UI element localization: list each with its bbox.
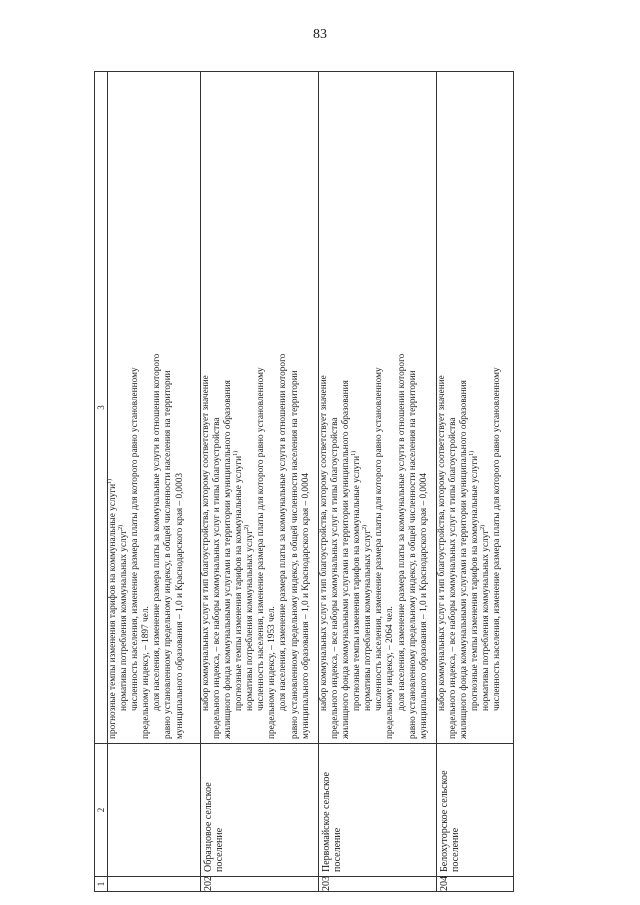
row-number: 203: [318, 877, 436, 892]
row-number: 204: [436, 877, 513, 892]
description-line: прогнозные темпы изменения тарифов на коммунальные услуги$^{1)}$: [351, 450, 363, 711]
settlement-name: [108, 744, 201, 877]
row-number: [108, 877, 201, 892]
description-line: нормативы потребления коммунальных услуг$^{2)}$: [118, 524, 130, 711]
description-line: прогнозные темпы изменения тарифов на коммунальные услуги$^{1)}$: [106, 478, 118, 739]
footnote-mark: 2): [118, 524, 124, 530]
page-number: 83: [313, 27, 327, 42]
description-line: муниципального образования – 1,0 и Краснодарского края – 0,0004: [418, 472, 429, 739]
index-description: [108, 72, 201, 744]
tariff-index-table: [94, 71, 514, 892]
description-line: прогнозные темпы изменения тарифов на коммунальные услуги$^{1)}$: [233, 450, 245, 711]
footnote-mark: 2): [362, 524, 369, 530]
settlement-name: Образцовое сельское поселение: [200, 744, 318, 877]
table-row: [108, 72, 201, 892]
footnote-mark: 1): [233, 450, 240, 456]
description-line: набор коммунальных услуг и тип благоустройства, которому соответствует значение: [436, 375, 447, 711]
footnote-mark: 2): [244, 524, 251, 530]
description-line: жилищного фонда коммунальными услугами на территории муниципального образования: [223, 380, 234, 739]
footnote-mark: 1): [469, 450, 476, 456]
settlement-name: Белохуторское сельское поселение: [436, 744, 513, 877]
table-row: [318, 72, 436, 892]
description-line: жилищного фонда коммунальными услугами на территории муниципального образования: [341, 380, 352, 739]
index-description: [200, 72, 318, 744]
table-row: [200, 72, 318, 892]
description-line: муниципального образования – 1,0 и Краснодарского края – 0,0004: [300, 472, 311, 739]
table-row: [436, 72, 513, 892]
description-line: предельного индекса, – все наборы коммунальных услуг и типы благоустройства: [330, 417, 340, 739]
description-line: доля населения, изменение размера платы за коммунальные услуги в отношении которого: [396, 353, 407, 711]
row-number: 202: [200, 877, 318, 892]
description-line: предельному индексу, – 2064 чел.: [385, 606, 396, 739]
description-line: нормативы потребления коммунальных услуг$^{2)}$: [362, 524, 374, 711]
index-description: [318, 72, 436, 744]
description-line: численность населения, изменение размера платы для которого равно установленному: [492, 367, 503, 711]
description-line: численность населения, изменение размера платы для которого равно установленному: [130, 367, 141, 711]
description-line: доля населения, изменение размера платы за коммунальные услуги в отношении которого: [152, 353, 163, 711]
description-line: прогнозные темпы изменения тарифов на коммунальные услуги$^{1)}$: [469, 450, 481, 711]
footnote-mark: 2): [480, 524, 487, 530]
description-line: равно установленному предельному индексу, в общей численности населения на территории: [289, 370, 300, 739]
index-description: [436, 72, 513, 744]
rotated-table-container: [94, 72, 514, 892]
description-line: численность населения, изменение размера платы для которого равно установленному: [256, 367, 267, 711]
footnote-mark: 1): [351, 450, 358, 456]
footnote-mark: 1): [106, 478, 113, 484]
description-line: жилищного фонда коммунальными услугами на территории муниципального образования: [459, 380, 470, 739]
description-line: численность населения, изменение размера платы для которого равно установленному: [374, 367, 385, 711]
description-line: набор коммунальных услуг и тип благоустройства, которому соответствует значение: [200, 375, 211, 711]
description-line: предельного индекса, – все наборы коммунальных услуг и типы благоустройства: [448, 417, 459, 739]
header-col-2: 2: [95, 744, 108, 877]
description-line: равно установленному предельному индексу, в общей численности населения на территории: [163, 370, 174, 739]
description-line: нормативы потребления коммунальных услуг$^{2)}$: [244, 524, 256, 711]
description-line: нормативы потребления коммунальных услуг$^{2)}$: [480, 524, 492, 711]
header-col-3: 3: [95, 72, 108, 744]
description-line: муниципального образования – 1,0 и Краснодарского края – 0,0003: [174, 472, 185, 739]
header-col-1: 1: [95, 877, 108, 892]
description-line: предельному индексу, – 1953 чел.: [267, 606, 278, 739]
description-line: равно установленному предельному индексу, в общей численности населения на территории: [407, 370, 418, 739]
description-line: доля населения, изменение размера платы за коммунальные услуги в отношении которого: [278, 353, 289, 711]
description-line: предельному индексу, – 1897 чел.: [141, 606, 152, 739]
settlement-name: Первомайское сельское поселение: [318, 744, 436, 877]
table-body: [108, 72, 514, 892]
description-line: предельного индекса, – все наборы коммунальных услуг и типы благоустройства: [211, 417, 222, 739]
description-line: набор коммунальных услуг и тип благоустройства, которому соответствует значение: [318, 375, 329, 711]
table-header-row: [95, 72, 108, 892]
